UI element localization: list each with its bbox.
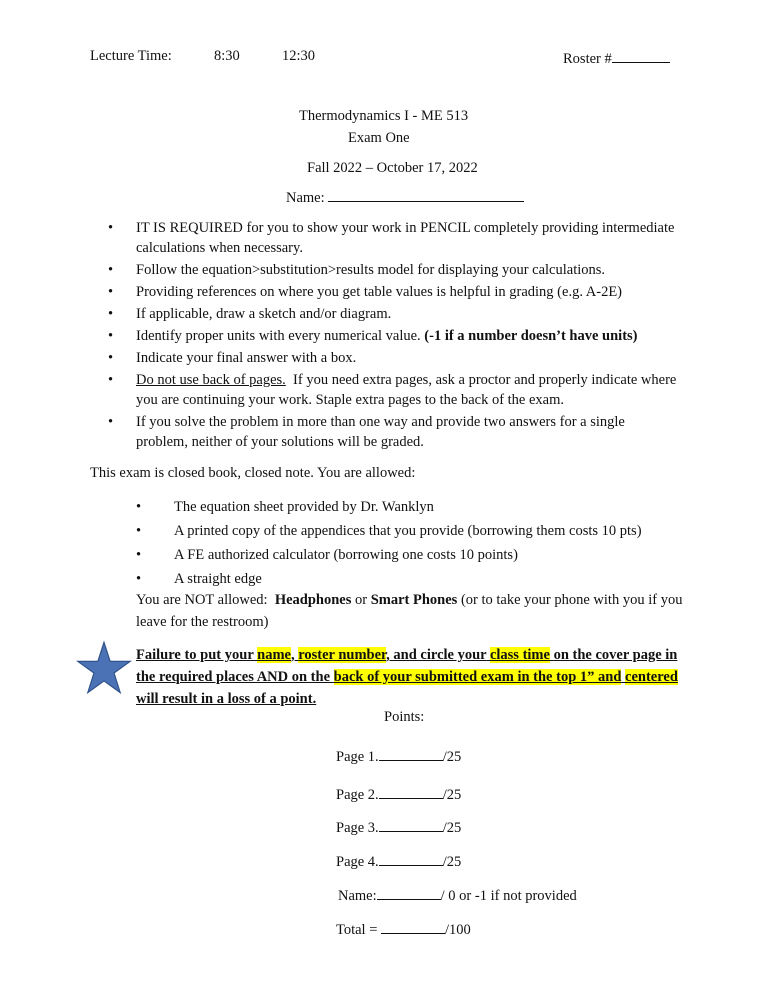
- star-icon: [76, 640, 132, 696]
- exam-rules-list: [108, 218, 678, 454]
- score-blank[interactable]: [379, 851, 443, 866]
- closed-book-note: This exam is closed book, closed note. You are allowed:: [90, 465, 416, 481]
- rule-item: • Follow the equation>substitution>results model for displaying your calculations.: [108, 260, 678, 280]
- roster-blank[interactable]: [612, 48, 670, 63]
- allowed-item: • A printed copy of the appendices that you provide (borrowing them costs 10 pts): [136, 521, 696, 541]
- rule-item: • If you solve the problem in more than one way and provide two answers for a single problem, neither of your solutions will be graded.: [108, 412, 678, 452]
- roster-label: Roster #: [563, 51, 612, 67]
- score-blank[interactable]: [379, 817, 443, 832]
- rule-item: • Indicate your final answer with a box.: [108, 348, 678, 368]
- score-blank[interactable]: [379, 784, 443, 799]
- cover-page-warning: Failure to put your name, roster number, and circle your class time on the cover page in the required places AND on the back of your submitted exam in the top 1” and centered will result in a loss of a point.: [136, 647, 678, 707]
- score-row-page-4[interactable]: Page 4. /25: [336, 851, 461, 871]
- score-blank[interactable]: [377, 885, 441, 900]
- score-row-page-1[interactable]: Page 1. /25: [336, 746, 461, 766]
- rule-item: • Identify proper units with every numerical value. (-1 if a number doesn’t have units): [108, 326, 678, 346]
- rule-item: • Providing references on where you get table values is helpful in grading (e.g. A-2E): [108, 282, 678, 302]
- score-row-page-2[interactable]: Page 2. /25: [336, 784, 461, 804]
- allowed-item: • A straight edge: [136, 569, 696, 589]
- rule-item: • Do not use back of pages. If you need extra pages, ask a proctor and properly indicate where you are continuing your work. Staple extra pages to the back of the exam.: [108, 370, 678, 410]
- name-label: Name:: [286, 190, 325, 206]
- name-field[interactable]: [286, 187, 524, 207]
- not-allowed-note: You are NOT allowed: Headphones or Smart Phones (or to take your phone with you if you leave for the restroom): [136, 592, 683, 630]
- lecture-time-1230[interactable]: 12:30: [282, 48, 316, 64]
- rule-item: • If applicable, draw a sketch and/or diagram.: [108, 304, 678, 324]
- score-blank[interactable]: [379, 746, 443, 761]
- roster-field[interactable]: [563, 48, 670, 68]
- allowed-item: • The equation sheet provided by Dr. Wanklyn: [136, 497, 696, 517]
- lecture-time-830[interactable]: 8:30: [214, 48, 240, 64]
- allowed-items-list: [136, 497, 696, 593]
- points-label: Points:: [384, 709, 425, 725]
- allowed-item: • A FE authorized calculator (borrowing one costs 10 points): [136, 545, 696, 565]
- lecture-time-label: Lecture Time:: [90, 48, 172, 64]
- back-pages-underlined: Do not use back of pages.: [136, 372, 286, 388]
- score-row-page-3[interactable]: Page 3. /25: [336, 817, 461, 837]
- score-blank[interactable]: [381, 919, 445, 934]
- course-title: Thermodynamics I - ME 513: [299, 108, 469, 124]
- score-row-name[interactable]: Name: / 0 or -1 if not provided: [338, 885, 577, 905]
- rule-item: • IT IS REQUIRED for you to show your work in PENCIL completely providing intermediate calculations when necessary.: [108, 218, 678, 258]
- name-blank[interactable]: [328, 187, 524, 202]
- exam-date: Fall 2022 – October 17, 2022: [307, 160, 478, 176]
- units-penalty: (-1 if a number doesn’t have units): [424, 328, 638, 344]
- score-row-total[interactable]: Total = /100: [336, 919, 471, 939]
- exam-title: Exam One: [348, 130, 410, 146]
